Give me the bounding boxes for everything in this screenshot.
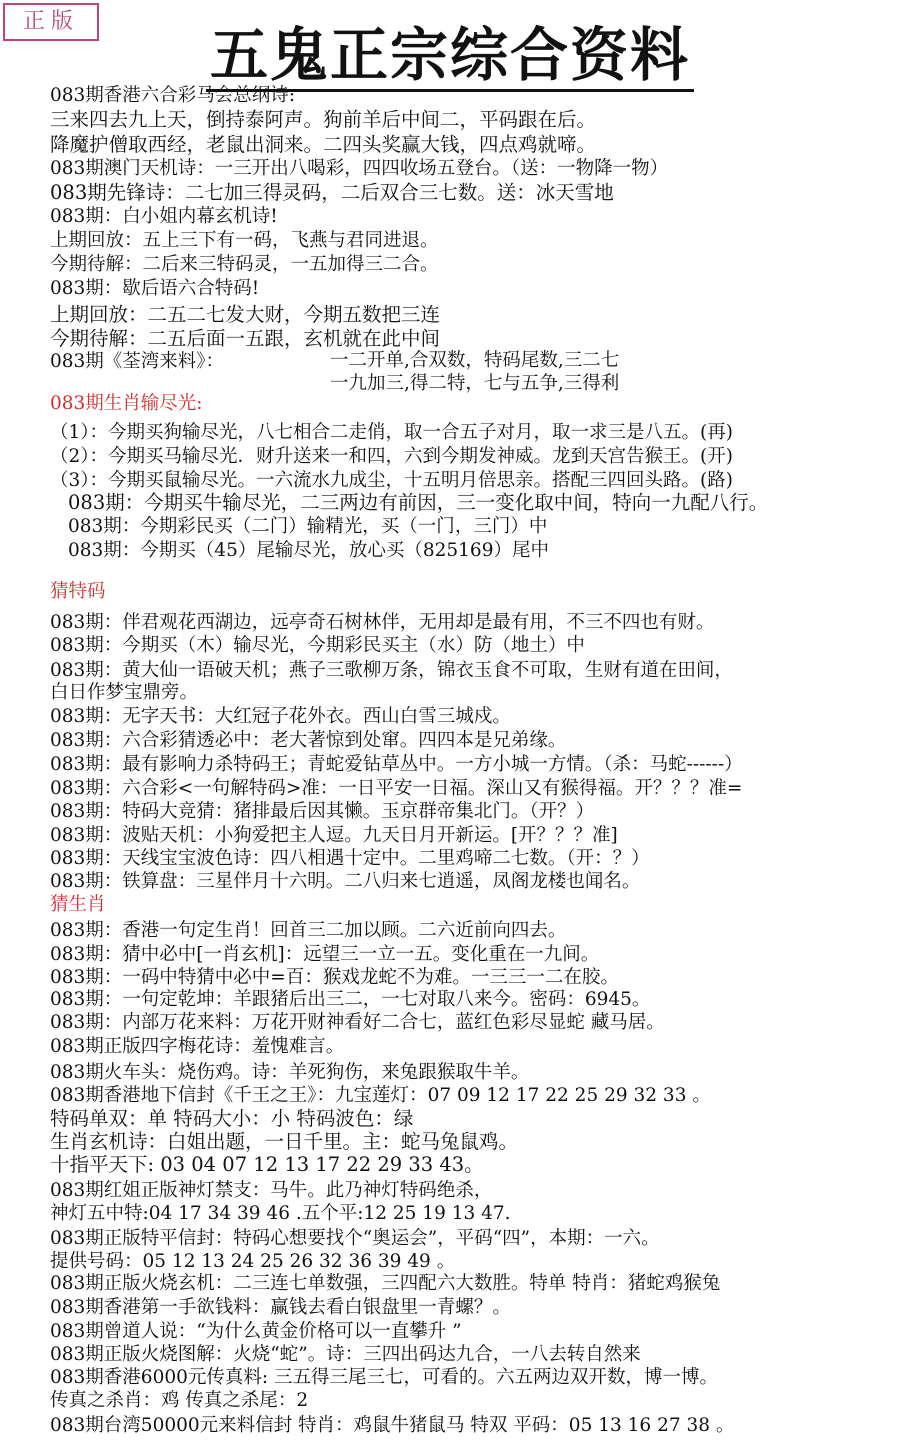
text-line: 083期：六合彩猜透必中：老大著惊到处窜。四四本是兄弟缘。 bbox=[50, 730, 567, 751]
text-line: 083期：六合彩<一句解特码>准：一日平安一日福。深山又有猴得福。开？？？准= bbox=[50, 778, 743, 799]
text-line: 一二开单,合双数，特码尾数,三二七 bbox=[330, 350, 620, 371]
text-line: 083期正版火烧玄机：二三连七单数强，三四配六大数胜。特单 特肖：猪蛇鸡猴兔 bbox=[50, 1273, 721, 1294]
text-line: 083期：特码大竞猜：猪排最后因其懒。玉京群帝集北门。（开？） bbox=[50, 801, 595, 822]
text-line: 三来四去九上天，倒持泰阿声。狗前羊后中间二，平码跟在后。 bbox=[50, 108, 597, 131]
text-line: 降魔护僧取西经，老鼠出洞来。二四头奖赢大钱，四点鸡就啼。 bbox=[50, 133, 597, 156]
text-line: 神灯五中特:04 17 34 39 46 .五个平:12 25 19 13 47. bbox=[50, 1203, 511, 1224]
text-line: 083期：今期买（45）尾输尽光，放心买（825169）尾中 bbox=[68, 540, 549, 561]
text-line: 083期：今期买（木）输尽光，今期彩民买主（水）防（地土）中 bbox=[50, 635, 585, 656]
genuine-badge: 正版 bbox=[3, 3, 99, 41]
text-line: 083期台湾50000元来料信封 特肖：鸡鼠牛猪鼠马 特双 平码：05 13 16 27 38 。 bbox=[50, 1415, 735, 1436]
text-line: 083期：天线宝宝波色诗：四八相遇十定中。二里鸡啼二七数。（开：？） bbox=[50, 848, 650, 869]
text-line: 083期：白小姐内幕玄机诗! bbox=[50, 206, 278, 227]
text-line: 083期：香港一句定生肖！回首三二加以顾。二六近前向四去。 bbox=[50, 920, 567, 941]
text-line: 083期正版火烧图解：火烧“蛇”。诗：三四出码达九合，一八去转自然来 bbox=[50, 1344, 641, 1365]
text-line: 083期：今期买牛输尽光，二三两边有前因，三一变化取中间，特向一九配八行。 bbox=[68, 491, 769, 514]
text-line: 083期：铁算盘：三星伴月十六明。二八归来七逍遥，凤阁龙楼也闻名。 bbox=[50, 871, 641, 892]
text-line: （3）：今期买鼠输尽光。一六流水九成尘，十五明月倍思亲。搭配三四回头路。(路) bbox=[50, 470, 733, 491]
text-line: 083期：猜中必中[一肖玄机]：远望三一立一五。变化重在一九间。 bbox=[50, 944, 600, 965]
text-line: 今期待解：二后来三特码灵，一五加得三二合。 bbox=[50, 254, 439, 275]
text-line: 083期：一句定乾坤：羊跟猪后出三二，一七对取八来今。密码：6945。 bbox=[50, 989, 651, 1010]
page-title bbox=[0, 20, 900, 90]
text-line: 083期《荃湾来料》： bbox=[50, 351, 225, 372]
text-line: 083期：无字天书：大红冠子花外衣。西山白雪三城戍。 bbox=[50, 706, 511, 727]
text-line: 083期：最有影响力杀特码王；青蛇爱钻草丛中。一方小城一方情。（杀：马蛇------） bbox=[50, 754, 743, 775]
text-line: （1）：今期买狗输尽光，八七相合二走俏，取一合五子对月，取一求三是八五。(再) bbox=[50, 422, 733, 443]
page-title-text: 五鬼正宗综合资料 bbox=[206, 21, 694, 92]
text-line: 083期红姐正版神灯禁支：马牛。此乃神灯特码绝杀， bbox=[50, 1180, 493, 1201]
text-line: 083期香港六合彩马会总纲诗: bbox=[50, 85, 296, 106]
text-line: 083期香港6000元传真料: 三五得三尾三七，可看的。六五两边双开数，博一博。 bbox=[50, 1367, 719, 1388]
text-line: 083期香港地下信封《千王之王》：九宝莲灯：07 09 12 17 22 25 29 32 33 。 bbox=[50, 1085, 711, 1106]
text-line: 083期曾道人说：“为什么黄金价格可以一直攀升 ” bbox=[50, 1321, 462, 1342]
text-line: （2）：今期买马输尽光．财升送来一和四，六到今期发神威。龙到天宫告猴王。(开) bbox=[50, 446, 733, 467]
text-line: 083期正版四字梅花诗：羞愧难言。 bbox=[50, 1036, 345, 1057]
text-line: 今期待解：二五后面一五跟，玄机就在此中间 bbox=[50, 327, 441, 350]
text-line: 特码单双：单 特码大小：小 特码波色：绿 bbox=[50, 1107, 414, 1130]
text-line: 一九加三,得二特，七与五争,三得利 bbox=[330, 373, 620, 394]
text-line: 083期香港第一手欲钱料：赢钱去看白银盘里一青螺？。 bbox=[50, 1297, 511, 1318]
text-line: 传真之杀肖：鸡 传真之杀尾：2 bbox=[50, 1390, 309, 1411]
text-line: 083期：黄大仙一语破天机；燕子三歌柳万条，锦衣玉食不可取，生财有道在田间， bbox=[50, 660, 733, 681]
section-heading: 猜特码 bbox=[50, 581, 106, 602]
text-line: 083期先锋诗：二七加三得灵码，二后双合三七数。送：冰天雪地 bbox=[50, 181, 614, 204]
text-line: 083期：波贴天机：小狗爱把主人逗。九天日月开新运。[开？？？准] bbox=[50, 825, 618, 846]
section-heading: 083期生肖输尽光: bbox=[50, 393, 203, 414]
text-line: 十指平天下: 03 04 07 12 13 17 22 29 33 43。 bbox=[50, 1153, 484, 1176]
text-line: 上期回放：二五二七发大财，今期五数把三连 bbox=[50, 303, 441, 326]
text-line: 083期：歇后语六合特码! bbox=[50, 278, 260, 299]
section-heading: 猜生肖 bbox=[50, 894, 106, 915]
text-line: 083期：今期彩民买（二门）输精光，买（一门，三门）中 bbox=[68, 516, 548, 537]
text-line: 083期澳门天机诗：一三开出八喝彩，四四收场五登台。（送：一物降一物） bbox=[50, 158, 669, 179]
text-line: 083期：一码中特猜中必中=百：猴戏龙蛇不为难。一三三一二在胶。 bbox=[50, 967, 619, 988]
text-line: 083期：内部万花来料：万花开财神看好二合七，蓝红色彩尽显蛇 藏马居。 bbox=[50, 1012, 665, 1033]
text-line: 白日作梦宝鼎旁。 bbox=[50, 682, 199, 703]
text-line: 083期火车头：烧伤鸡。诗：羊死狗伤，来兔跟猴取牛羊。 bbox=[50, 1062, 530, 1083]
text-line: 083期正版特平信封：特码心想要找个“奥运会”，平码“四”，本期：一六。 bbox=[50, 1228, 660, 1249]
text-line: 生肖玄机诗：白姐出题，一日千里。主：蛇马兔鼠鸡。 bbox=[50, 1130, 519, 1153]
text-line: 上期回放：五上三下有一码，飞燕与君同进退。 bbox=[50, 230, 439, 251]
text-line: 083期：伴君观花西湖边，远亭奇石树林伴，无用却是最有用，不三不四也有财。 bbox=[50, 612, 715, 633]
text-line: 提供号码：05 12 13 24 25 26 32 36 39 49 。 bbox=[50, 1251, 456, 1272]
